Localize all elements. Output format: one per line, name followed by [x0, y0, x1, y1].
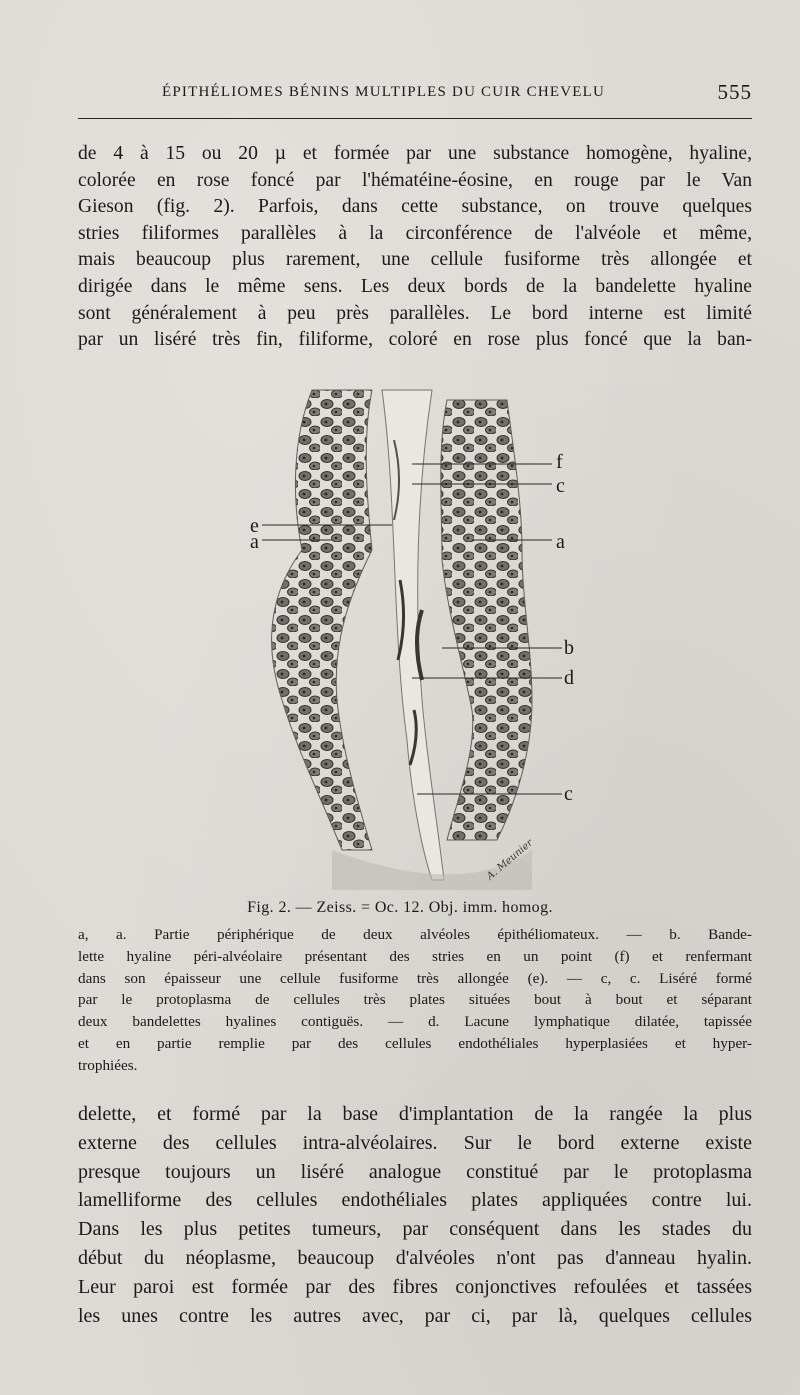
- text-line: début du néoplasme, beaucoup d'alvéoles n'ont pas d'anneau hyalin.: [78, 1246, 752, 1269]
- caption-line: lette hyaline péri-alvéolaire présentant des stries en un point (f) et renfermant: [78, 947, 752, 965]
- paragraph-top: [78, 141, 752, 354]
- histology-figure: [232, 380, 592, 895]
- label-a-right: a: [556, 531, 565, 553]
- text-line: par un liséré très fin, filiforme, coloré en rose plus foncé que la ban-: [78, 329, 752, 351]
- page-header: [78, 78, 752, 114]
- right-alveolus: [441, 400, 532, 840]
- text-line: colorée en rose foncé par l'hématéine-éosine, en rouge par le Van: [78, 169, 752, 191]
- text-line: de 4 à 15 ou 20 µ et formée par une substance homogène, hyaline,: [78, 143, 752, 164]
- caption-line: par le protoplasma de cellules très plates situées bout à bout et séparant: [78, 991, 752, 1009]
- header-rule: [78, 118, 752, 119]
- engraver-signature: A. Meunier: [484, 837, 536, 883]
- running-head: ÉPITHÉLIOMES BÉNINS MULTIPLES DU CUIR CHEVELU: [162, 84, 606, 100]
- label-d: d: [564, 667, 574, 689]
- left-alveolus: [272, 390, 372, 850]
- spindle-cell: [417, 610, 422, 680]
- label-b: b: [564, 637, 574, 659]
- text-line: Dans les plus petites tumeurs, par conséquent dans les stades du: [78, 1218, 752, 1241]
- caption-line: trophiées.: [78, 1056, 138, 1074]
- histology-illustration: [232, 380, 592, 895]
- text-line: dirigée dans le même sens. Les deux bords de la bandelette hyaline: [78, 275, 752, 297]
- text-line: presque toujours un liséré analogue constitué par le protoplasma: [78, 1160, 752, 1183]
- text-line: sont généralement à peu près parallèles. Le bord interne est limité: [78, 302, 752, 324]
- label-a-left: a: [250, 531, 259, 553]
- label-e: e: [250, 515, 259, 537]
- label-c-bottom: c: [564, 783, 573, 805]
- figure-caption-body: [78, 924, 752, 1077]
- label-f: f: [556, 451, 563, 473]
- page-number: 555: [717, 80, 752, 104]
- figure-caption-title: Fig. 2. — Zeiss. = Oc. 12. Obj. imm. homog.: [247, 899, 553, 916]
- text-line: delette, et formé par la base d'implantation de la rangée la plus: [78, 1103, 752, 1125]
- text-line: les unes contre les autres avec, par ci, par là, quelques cellules: [78, 1304, 752, 1327]
- caption-line: deux bandelettes hyalines contiguës. — d. Lacune lymphatique dilatée, tapissée: [78, 1013, 752, 1031]
- text-line: Leur paroi est formée par des fibres conjonctives refoulées et tassées: [78, 1275, 752, 1298]
- label-c-top: c: [556, 475, 565, 497]
- caption-line: a, a. Partie périphérique de deux alvéoles épithéliomateux. — b. Bande-: [78, 926, 752, 943]
- text-line: lamelliforme des cellules endothéliales plates appliquées contre lui.: [78, 1189, 752, 1212]
- caption-line: dans son épaisseur une cellule fusiforme très allongée (e). — c, c. Liséré formé: [78, 969, 752, 987]
- caption-line: et en partie remplie par des cellules endothéliales hyperplasiées et hyper-: [78, 1034, 752, 1052]
- text-line: Gieson (fig. 2). Parfois, dans cette substance, on trouve quelques: [78, 196, 752, 218]
- text-line: stries filiformes parallèles à la circonférence de l'alvéole et même,: [78, 222, 752, 244]
- text-line: mais beaucoup plus rarement, une cellule fusiforme très allongée et: [78, 249, 752, 271]
- text-line: externe des cellules intra-alvéolaires. Sur le bord externe existe: [78, 1131, 752, 1154]
- paragraph-bottom: [78, 1100, 752, 1330]
